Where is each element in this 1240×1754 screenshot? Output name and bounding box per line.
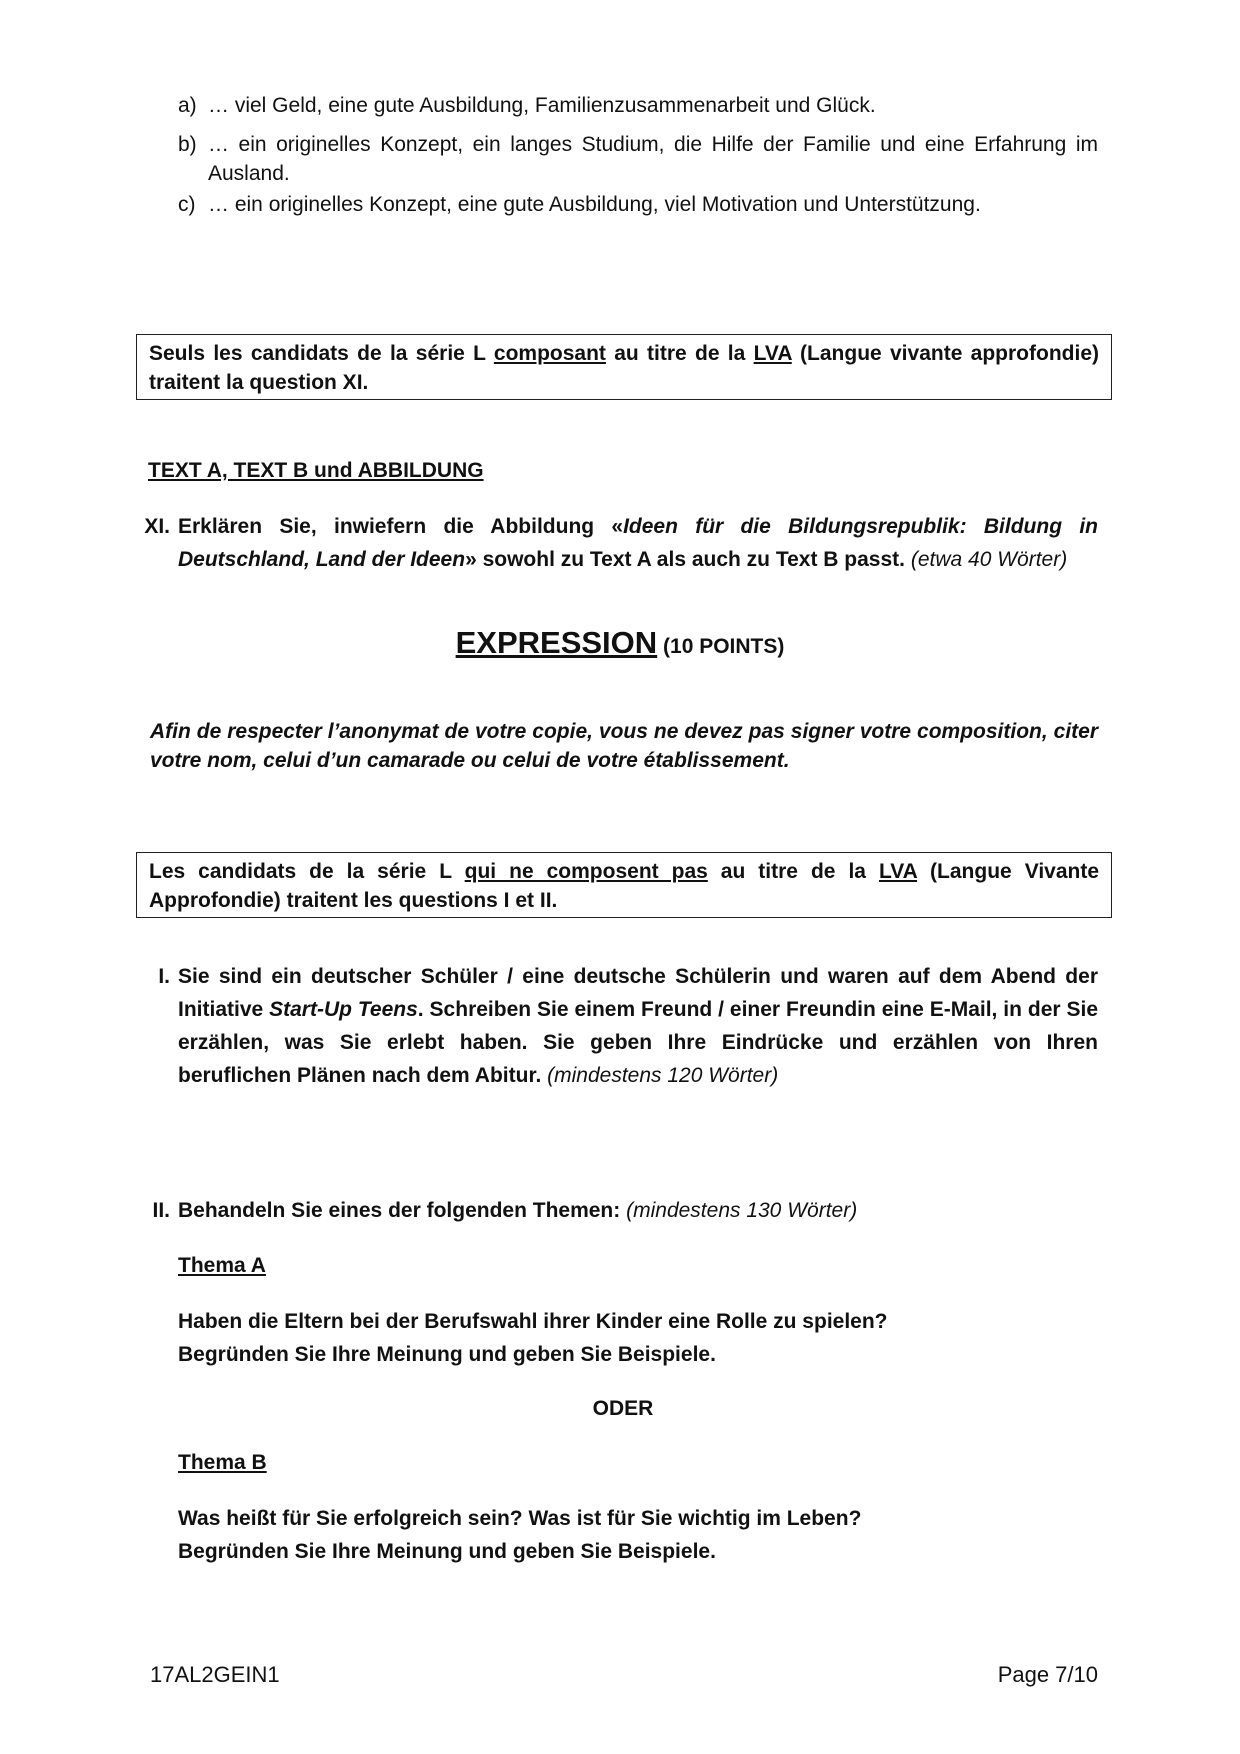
option-a [178, 91, 1098, 120]
notice-underlined: composant [493, 342, 606, 365]
question-number: I. [158, 965, 170, 988]
option-b [178, 130, 1098, 188]
question-xi [130, 510, 1098, 576]
question-text: Behandeln Sie eines der folgenden Themen: (mindestens 130 Wörter) [178, 1199, 858, 1222]
question-text: Sie sind ein deutscher Schüler / eine deutsche Schülerin und waren auf dem Abend der Initiative Start-Up Teens. Schreiben Sie einem Freund / einer Freundin eine E-Mail, in der Sie erzählen, was Sie erlebt haben. Sie geben Ihre Eindrücke und erzählen von Ihren beruflichen Plänen nach dem Abitur. (mindestens 120 Wörter) [178, 965, 1098, 1087]
footer-page-number: Page 7/10 [997, 1662, 1098, 1687]
question-i [130, 960, 1098, 1092]
question-ii [130, 1196, 1098, 1225]
notice-text: Seuls les candidats de la série L [149, 342, 494, 365]
option-text: … ein originelles Konzept, ein langes Studium, die Hilfe der Familie und eine Erfahrung im Ausland. [208, 133, 1098, 185]
notice-underlined: LVA [753, 342, 792, 365]
figure-title: Ideen für die Bildungsrepublik: Bildung in Deutschland, Land der Ideen [178, 515, 1098, 571]
thema-b-heading: Thema B [178, 1451, 267, 1474]
word-count-note: (mindestens 130 Wörter) [626, 1199, 858, 1222]
expression-title: EXPRESSION [455, 625, 658, 660]
question-text: Erklären Sie, inwiefern die Abbildung «Ideen für die Bildungsrepublik: Bildung in Deutschland, Land der Ideen» sowohl zu Text A als auch zu Text B passt. (etwa 40 Wörter) [178, 515, 1098, 571]
footer-code: 17AL2GEIN1 [150, 1662, 280, 1687]
thema-a-text: Haben die Eltern bei der Berufswahl ihrer Kinder eine Rolle zu spielen? Begründen Sie Ihre Meinung und geben Sie Beispiele. [178, 1310, 888, 1366]
lva-notice-box [136, 334, 1112, 400]
anonymity-notice: Afin de respecter l’anonymat de votre copie, vous ne devez pas signer votre composition, citer votre nom, celui d’un camarade ou celui de votre établissement. [150, 720, 1098, 772]
word-count-note: (etwa 40 Wörter) [910, 548, 1068, 571]
option-label: b) [178, 133, 197, 156]
thema-b-text: Was heißt für Sie erfolgreich sein? Was ist für Sie wichtig im Leben? Begründen Sie Ihre Meinung und geben Sie Beispiele. [178, 1507, 862, 1563]
answer-options [178, 91, 1098, 219]
option-label: a) [178, 94, 197, 117]
option-text: … ein originelles Konzept, eine gute Ausbildung, viel Motivation und Unterstützung. [208, 193, 981, 216]
notice-text: (Langue Vivante Approfondie) traitent les questions I et II. [149, 860, 1100, 912]
notice-text: au titre de la [707, 860, 879, 883]
expression-points: (10 POINTS) [663, 635, 785, 658]
expression-heading [0, 625, 1240, 661]
question-number: II. [152, 1199, 170, 1222]
notice-text: au titre de la [605, 342, 754, 365]
question-number: XI. [144, 515, 170, 538]
notice-underlined: qui ne composent pas [464, 860, 708, 883]
notice-text: (Langue vivante approfondie) traitent la question XI. [149, 342, 1099, 394]
option-text: … viel Geld, eine gute Ausbildung, Familienzusammenarbeit und Glück. [208, 94, 876, 117]
oder-separator: ODER [592, 1397, 654, 1420]
option-c [178, 190, 1098, 219]
word-count-note: (mindestens 120 Wörter) [547, 1064, 779, 1087]
notice-text: Les candidats de la série L [149, 860, 465, 883]
notice-underlined: LVA [878, 860, 918, 883]
section-heading: TEXT A, TEXT B und ABBILDUNG [148, 459, 484, 482]
option-label: c) [178, 193, 196, 216]
non-lva-notice-box [136, 852, 1112, 918]
thema-a-heading: Thema A [178, 1254, 266, 1277]
initiative-name: Start-Up Teens [269, 998, 418, 1021]
